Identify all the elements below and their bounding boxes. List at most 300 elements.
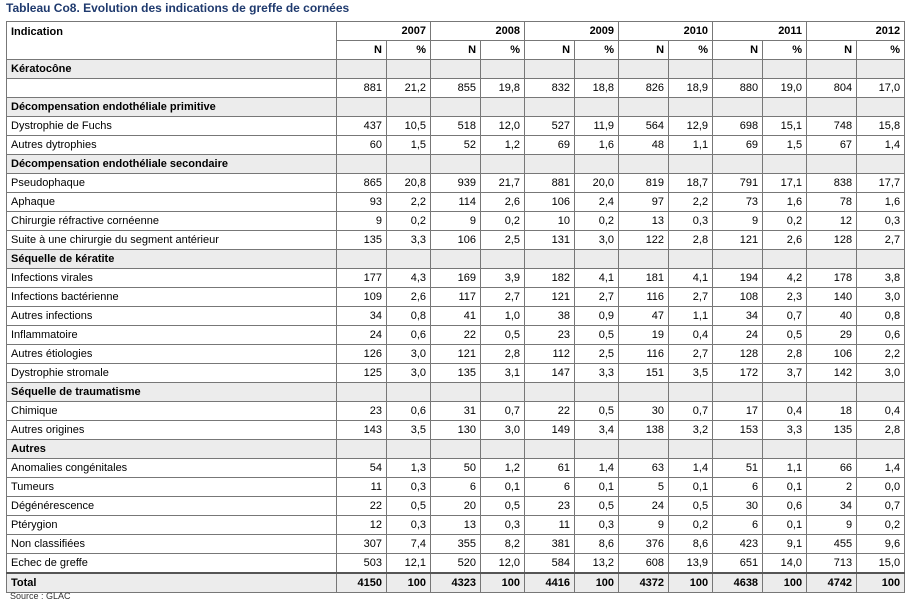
empty-cell (431, 155, 481, 174)
total-label: Total (7, 573, 337, 593)
row-label: Echec de greffe (7, 554, 337, 574)
pct-value: 2,7 (481, 288, 525, 307)
pct-value: 3,9 (481, 269, 525, 288)
n-value: 181 (619, 269, 669, 288)
n-value: 130 (431, 421, 481, 440)
n-value: 30 (619, 402, 669, 421)
pct-header: % (857, 41, 905, 60)
empty-cell (619, 250, 669, 269)
n-value: 22 (525, 402, 575, 421)
n-value: 178 (807, 269, 857, 288)
n-value: 78 (807, 193, 857, 212)
n-value: 128 (713, 345, 763, 364)
n-value: 24 (337, 326, 387, 345)
n-value: 114 (431, 193, 481, 212)
pct-header: % (481, 41, 525, 60)
pct-value: 0,9 (575, 307, 619, 326)
pct-value: 0,6 (763, 497, 807, 516)
n-value: 108 (713, 288, 763, 307)
n-value: 9 (337, 212, 387, 231)
year-header: 2008 (431, 22, 525, 41)
n-value: 881 (525, 174, 575, 193)
n-value: 153 (713, 421, 763, 440)
pct-value: 3,0 (575, 231, 619, 250)
pct-value: 0,1 (763, 516, 807, 535)
total-pct-value: 100 (481, 573, 525, 593)
pct-value: 18,7 (669, 174, 713, 193)
n-header: N (619, 41, 669, 60)
empty-cell (575, 383, 619, 402)
empty-cell (763, 383, 807, 402)
n-value: 131 (525, 231, 575, 250)
n-value: 41 (431, 307, 481, 326)
pct-value: 10,5 (387, 117, 431, 136)
category-row (7, 250, 905, 269)
n-value: 19 (619, 326, 669, 345)
empty-cell (763, 155, 807, 174)
empty-cell (337, 155, 387, 174)
pct-value: 0,1 (669, 478, 713, 497)
pct-value: 1,4 (857, 459, 905, 478)
pct-value: 0,3 (857, 212, 905, 231)
category-row (7, 98, 905, 117)
pct-value: 0,5 (575, 497, 619, 516)
empty-cell (807, 155, 857, 174)
total-pct-value: 100 (763, 573, 807, 593)
n-value: 9 (619, 516, 669, 535)
pct-value: 2,8 (669, 231, 713, 250)
pct-value: 21,7 (481, 174, 525, 193)
n-value: 151 (619, 364, 669, 383)
pct-value: 0,6 (387, 402, 431, 421)
pct-value: 0,5 (387, 497, 431, 516)
n-value: 307 (337, 535, 387, 554)
pct-value: 0,5 (575, 326, 619, 345)
pct-value: 0,8 (857, 307, 905, 326)
total-n-value: 4372 (619, 573, 669, 593)
pct-value: 2,2 (669, 193, 713, 212)
n-value: 143 (337, 421, 387, 440)
pct-value: 0,5 (481, 497, 525, 516)
n-value: 791 (713, 174, 763, 193)
n-value: 194 (713, 269, 763, 288)
pct-value: 12,1 (387, 554, 431, 574)
row-label: Chimique (7, 402, 337, 421)
n-value: 47 (619, 307, 669, 326)
pct-value: 20,0 (575, 174, 619, 193)
n-value: 38 (525, 307, 575, 326)
total-n-value: 4638 (713, 573, 763, 593)
empty-cell (387, 440, 431, 459)
empty-cell (525, 155, 575, 174)
category-label: Décompensation endothéliale secondaire (7, 155, 337, 174)
table-row (7, 364, 905, 383)
n-value: 713 (807, 554, 857, 574)
n-value: 140 (807, 288, 857, 307)
pct-value: 0,2 (857, 516, 905, 535)
pct-value: 12,0 (481, 554, 525, 574)
n-value: 10 (525, 212, 575, 231)
empty-cell (713, 155, 763, 174)
pct-value: 14,0 (763, 554, 807, 574)
table-row (7, 117, 905, 136)
n-value: 6 (713, 478, 763, 497)
pct-value: 0,2 (763, 212, 807, 231)
pct-value: 0,5 (481, 326, 525, 345)
category-row (7, 60, 905, 79)
year-header: 2010 (619, 22, 713, 41)
table-row (7, 136, 905, 155)
n-value: 116 (619, 345, 669, 364)
pct-value: 1,2 (481, 459, 525, 478)
n-value: 17 (713, 402, 763, 421)
pct-value: 1,6 (857, 193, 905, 212)
pct-value: 2,8 (857, 421, 905, 440)
n-value: 881 (337, 79, 387, 98)
empty-cell (481, 440, 525, 459)
n-value: 60 (337, 136, 387, 155)
pct-value: 4,3 (387, 269, 431, 288)
pct-value: 15,1 (763, 117, 807, 136)
pct-value: 3,0 (857, 364, 905, 383)
n-value: 13 (431, 516, 481, 535)
pct-value: 19,8 (481, 79, 525, 98)
empty-cell (481, 383, 525, 402)
pct-value: 3,0 (387, 364, 431, 383)
row-label: Anomalies congénitales (7, 459, 337, 478)
table-row (7, 269, 905, 288)
empty-cell (575, 60, 619, 79)
n-header: N (337, 41, 387, 60)
n-value: 177 (337, 269, 387, 288)
row-label: Infections virales (7, 269, 337, 288)
empty-cell (857, 383, 905, 402)
pct-value: 0,2 (481, 212, 525, 231)
pct-value: 0,3 (575, 516, 619, 535)
pct-value: 0,0 (857, 478, 905, 497)
pct-value: 2,7 (669, 345, 713, 364)
empty-cell (713, 383, 763, 402)
pct-value: 11,9 (575, 117, 619, 136)
n-value: 29 (807, 326, 857, 345)
n-value: 23 (525, 497, 575, 516)
pct-value: 3,7 (763, 364, 807, 383)
pct-value: 3,1 (481, 364, 525, 383)
empty-cell (575, 155, 619, 174)
pct-value: 2,5 (481, 231, 525, 250)
indications-table (6, 21, 905, 593)
n-value: 9 (713, 212, 763, 231)
pct-value: 1,2 (481, 136, 525, 155)
n-value: 121 (431, 345, 481, 364)
empty-cell (525, 98, 575, 117)
pct-value: 1,4 (669, 459, 713, 478)
n-value: 69 (713, 136, 763, 155)
empty-cell (669, 383, 713, 402)
empty-cell (387, 383, 431, 402)
empty-cell (669, 98, 713, 117)
row-label: Non classifiées (7, 535, 337, 554)
empty-cell (807, 60, 857, 79)
pct-value: 1,4 (857, 136, 905, 155)
n-value: 52 (431, 136, 481, 155)
pct-value: 2,6 (481, 193, 525, 212)
n-value: 819 (619, 174, 669, 193)
row-label: Autres origines (7, 421, 337, 440)
empty-cell (337, 440, 387, 459)
row-label: Inflammatoire (7, 326, 337, 345)
n-value: 126 (337, 345, 387, 364)
empty-cell (619, 155, 669, 174)
year-header: 2012 (807, 22, 905, 41)
total-row (7, 573, 905, 593)
n-value: 106 (525, 193, 575, 212)
n-value: 939 (431, 174, 481, 193)
header-row-years (7, 22, 905, 41)
empty-cell (481, 155, 525, 174)
n-value: 24 (619, 497, 669, 516)
n-value: 22 (337, 497, 387, 516)
n-value: 135 (431, 364, 481, 383)
pct-value: 2,6 (763, 231, 807, 250)
pct-value: 2,8 (763, 345, 807, 364)
n-value: 138 (619, 421, 669, 440)
n-value: 172 (713, 364, 763, 383)
n-value: 24 (713, 326, 763, 345)
n-value: 838 (807, 174, 857, 193)
n-value: 6 (525, 478, 575, 497)
pct-value: 8,6 (575, 535, 619, 554)
n-value: 67 (807, 136, 857, 155)
n-value: 880 (713, 79, 763, 98)
pct-value: 1,1 (763, 459, 807, 478)
pct-value: 0,8 (387, 307, 431, 326)
pct-value: 4,2 (763, 269, 807, 288)
table-row (7, 193, 905, 212)
n-value: 73 (713, 193, 763, 212)
n-header: N (713, 41, 763, 60)
total-n-value: 4742 (807, 573, 857, 593)
n-value: 6 (431, 478, 481, 497)
total-pct-value: 100 (387, 573, 431, 593)
row-label: Chirurgie réfractive cornéenne (7, 212, 337, 231)
table-row (7, 402, 905, 421)
empty-cell (619, 440, 669, 459)
table-row (7, 288, 905, 307)
pct-value: 3,4 (575, 421, 619, 440)
n-value: 381 (525, 535, 575, 554)
table-body (7, 22, 905, 593)
n-value: 69 (525, 136, 575, 155)
pct-value: 0,2 (575, 212, 619, 231)
n-value: 13 (619, 212, 669, 231)
n-value: 437 (337, 117, 387, 136)
row-label: Dystrophie de Fuchs (7, 117, 337, 136)
n-value: 5 (619, 478, 669, 497)
pct-value: 0,1 (481, 478, 525, 497)
empty-cell (387, 155, 431, 174)
empty-cell (763, 60, 807, 79)
empty-cell (525, 383, 575, 402)
total-pct-value: 100 (575, 573, 619, 593)
empty-cell (337, 250, 387, 269)
row-label (7, 79, 337, 98)
n-value: 564 (619, 117, 669, 136)
n-value: 651 (713, 554, 763, 574)
empty-cell (713, 60, 763, 79)
year-header: 2009 (525, 22, 619, 41)
empty-cell (713, 250, 763, 269)
pct-value: 0,7 (857, 497, 905, 516)
row-label: Aphaque (7, 193, 337, 212)
n-value: 128 (807, 231, 857, 250)
empty-cell (481, 98, 525, 117)
n-value: 121 (713, 231, 763, 250)
empty-cell (807, 440, 857, 459)
total-pct-value: 100 (857, 573, 905, 593)
empty-cell (387, 250, 431, 269)
pct-value: 0,3 (669, 212, 713, 231)
n-header: N (431, 41, 481, 60)
empty-cell (337, 383, 387, 402)
category-label: Kératocône (7, 60, 337, 79)
n-value: 804 (807, 79, 857, 98)
n-value: 93 (337, 193, 387, 212)
pct-value: 3,2 (669, 421, 713, 440)
n-value: 34 (713, 307, 763, 326)
pct-value: 1,6 (763, 193, 807, 212)
n-value: 6 (713, 516, 763, 535)
table-row (7, 79, 905, 98)
empty-cell (669, 155, 713, 174)
year-header: 2007 (337, 22, 431, 41)
pct-value: 13,9 (669, 554, 713, 574)
empty-cell (619, 60, 669, 79)
n-value: 66 (807, 459, 857, 478)
n-value: 12 (337, 516, 387, 535)
pct-value: 0,2 (387, 212, 431, 231)
n-value: 30 (713, 497, 763, 516)
row-label: Infections bactérienne (7, 288, 337, 307)
pct-value: 3,0 (481, 421, 525, 440)
empty-cell (857, 250, 905, 269)
n-value: 826 (619, 79, 669, 98)
row-label: Pseudophaque (7, 174, 337, 193)
pct-value: 3,0 (857, 288, 905, 307)
empty-cell (807, 250, 857, 269)
category-label: Autres (7, 440, 337, 459)
empty-cell (619, 98, 669, 117)
empty-cell (337, 60, 387, 79)
row-label: Dystrophie stromale (7, 364, 337, 383)
pct-value: 0,6 (387, 326, 431, 345)
empty-cell (337, 98, 387, 117)
pct-value: 4,1 (575, 269, 619, 288)
n-value: 355 (431, 535, 481, 554)
empty-cell (431, 383, 481, 402)
pct-value: 21,2 (387, 79, 431, 98)
pct-header: % (669, 41, 713, 60)
n-value: 48 (619, 136, 669, 155)
n-value: 142 (807, 364, 857, 383)
n-value: 12 (807, 212, 857, 231)
n-value: 20 (431, 497, 481, 516)
empty-cell (431, 440, 481, 459)
pct-value: 7,4 (387, 535, 431, 554)
pct-value: 0,3 (387, 478, 431, 497)
table-row (7, 497, 905, 516)
empty-cell (807, 383, 857, 402)
table-row (7, 345, 905, 364)
table-row (7, 554, 905, 574)
n-value: 135 (337, 231, 387, 250)
pct-value: 2,4 (575, 193, 619, 212)
n-value: 18 (807, 402, 857, 421)
n-value: 97 (619, 193, 669, 212)
row-label: Autres infections (7, 307, 337, 326)
n-value: 503 (337, 554, 387, 574)
pct-value: 0,7 (669, 402, 713, 421)
empty-cell (525, 60, 575, 79)
n-value: 117 (431, 288, 481, 307)
table-title: Tableau Co8. Evolution des indications de greffe de cornées (6, 1, 350, 15)
pct-value: 0,6 (857, 326, 905, 345)
empty-cell (431, 60, 481, 79)
pct-value: 15,8 (857, 117, 905, 136)
empty-cell (619, 383, 669, 402)
pct-value: 0,5 (763, 326, 807, 345)
pct-value: 3,5 (669, 364, 713, 383)
n-value: 40 (807, 307, 857, 326)
n-value: 584 (525, 554, 575, 574)
table-row (7, 421, 905, 440)
pct-value: 8,2 (481, 535, 525, 554)
pct-value: 0,4 (857, 402, 905, 421)
n-value: 423 (713, 535, 763, 554)
n-value: 112 (525, 345, 575, 364)
pct-value: 0,4 (763, 402, 807, 421)
empty-cell (387, 98, 431, 117)
pct-value: 1,6 (575, 136, 619, 155)
n-value: 518 (431, 117, 481, 136)
pct-value: 3,5 (387, 421, 431, 440)
pct-value: 17,0 (857, 79, 905, 98)
pct-value: 1,4 (575, 459, 619, 478)
empty-cell (431, 98, 481, 117)
category-label: Séquelle de traumatisme (7, 383, 337, 402)
pct-value: 0,4 (669, 326, 713, 345)
empty-cell (575, 250, 619, 269)
pct-value: 2,5 (575, 345, 619, 364)
n-value: 2 (807, 478, 857, 497)
empty-cell (857, 98, 905, 117)
n-value: 135 (807, 421, 857, 440)
n-value: 31 (431, 402, 481, 421)
n-value: 527 (525, 117, 575, 136)
n-value: 61 (525, 459, 575, 478)
empty-cell (481, 60, 525, 79)
pct-header: % (575, 41, 619, 60)
empty-cell (431, 250, 481, 269)
pct-header: % (763, 41, 807, 60)
pct-value: 9,1 (763, 535, 807, 554)
table-row (7, 212, 905, 231)
pct-value: 18,9 (669, 79, 713, 98)
pct-value: 0,7 (763, 307, 807, 326)
table-row (7, 231, 905, 250)
n-value: 106 (431, 231, 481, 250)
pct-value: 17,7 (857, 174, 905, 193)
